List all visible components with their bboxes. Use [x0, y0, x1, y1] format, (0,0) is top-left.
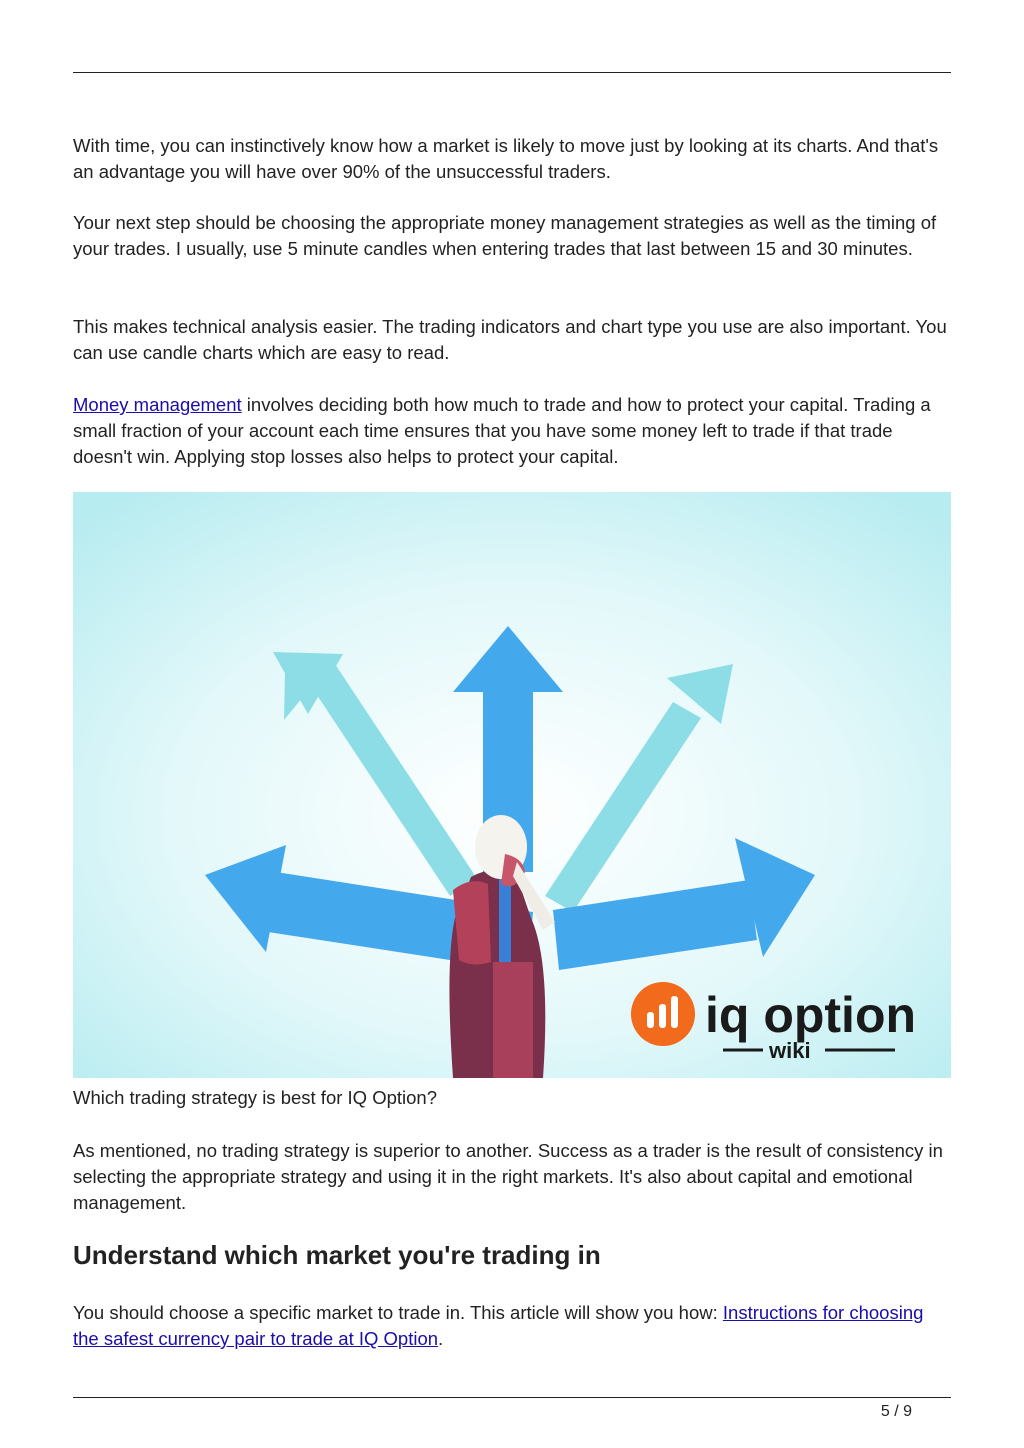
paragraph-technical-analysis: This makes technical analysis easier. The trading indicators and chart type you use are also important. You can use candle charts which are easy to read.: [73, 316, 947, 363]
section-heading: Understand which market you're trading in: [73, 1240, 601, 1270]
iq-option-logo-subtext: wiki: [769, 1038, 811, 1063]
image-caption: Which trading strategy is best for IQ Option?: [73, 1087, 437, 1108]
iq-option-logo-text: iq option: [705, 987, 917, 1043]
money-management-link[interactable]: Money management: [73, 394, 242, 415]
paragraph-capital-protection-text: involves deciding both how much to trade and how to protect your capital. Trading a small fraction of your account each time ensures that you have some money left to trade if that trade doesn't win. Applying stop losses also helps to protect your capital.: [73, 394, 931, 467]
paragraph-choose-market: [73, 1300, 953, 1352]
paragraph-end-period: .: [438, 1328, 444, 1349]
page-number: 5 / 9: [880, 1403, 912, 1420]
paragraph-no-superior-strategy: As mentioned, no trading strategy is superior to another. Success as a trader is the result of consistency in selecting the appropriate strategy and using it in the right markets. It's also about capital and emotional management.: [73, 1140, 943, 1213]
paragraph-charts: With time, you can instinctively know how a market is likely to move just by looking at its charts. And that's an advantage you will have over 90% of the unsuccessful traders.: [73, 135, 939, 182]
top-rule: [73, 72, 951, 73]
currency-pair-instructions-link[interactable]: Instructions for choosing the safest currency pair to trade at IQ Option: [73, 1302, 924, 1349]
arrows-illustration: [73, 492, 951, 1078]
paragraph-money-management-timing: Your next step should be choosing the appropriate money management strategies as well as the timing of your trades. I usually, use 5 minute candles when entering trades that last between 15 and 30 minutes.: [73, 212, 937, 259]
paragraph-capital-protection: [73, 392, 953, 470]
paragraph-choose-market-text: You should choose a specific market to trade in. This article will show you how:: [73, 1302, 723, 1323]
bottom-rule: [73, 1397, 951, 1398]
